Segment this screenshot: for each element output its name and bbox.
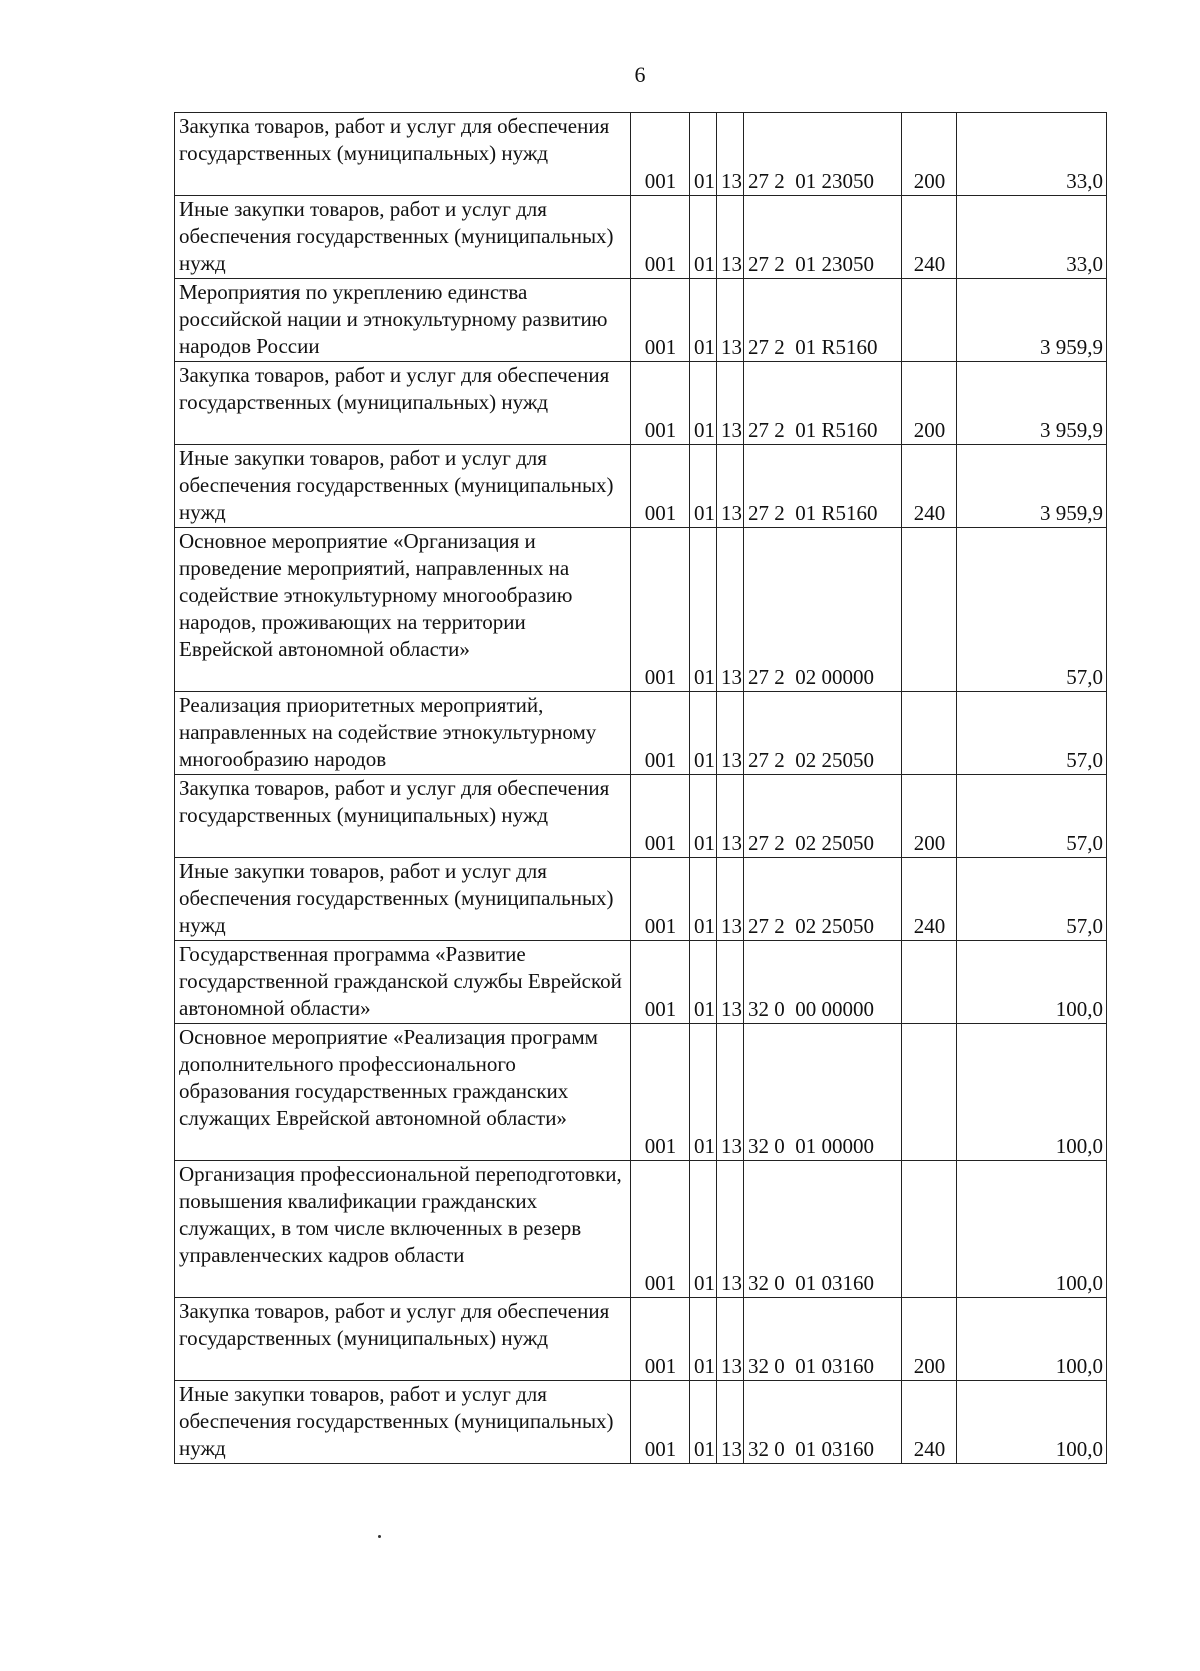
- table-row: [175, 692, 1107, 775]
- expense-type-cell: [902, 1161, 957, 1298]
- table-row: [175, 445, 1107, 528]
- amount-cell: 3 959,9: [957, 362, 1107, 445]
- amount-cell: 33,0: [957, 196, 1107, 279]
- target-article-cell: 32 0 01 03160: [744, 1381, 902, 1464]
- ministry-code-cell: 001: [631, 858, 690, 941]
- target-article-cell: 27 2 01 R5160: [744, 445, 902, 528]
- row-name-cell: Основное мероприятие «Организация и проведение мероприятий, направленных на содействие этнокультурному многообразию народов, проживающих на территории Еврейской автономной области»: [175, 528, 631, 692]
- ministry-code-cell: 001: [631, 279, 690, 362]
- row-name-cell: Иные закупки товаров, работ и услуг для обеспечения государственных (муниципальных) нужд: [175, 1381, 631, 1464]
- scan-speck: [378, 1535, 381, 1538]
- budget-table: [174, 112, 1107, 1464]
- subsection-code-cell: 13: [717, 941, 744, 1024]
- section-code-cell: 01: [690, 858, 717, 941]
- expense-type-cell: 200: [902, 113, 957, 196]
- table-row: [175, 113, 1107, 196]
- row-name-cell: Закупка товаров, работ и услуг для обеспечения государственных (муниципальных) нужд: [175, 775, 631, 858]
- ministry-code-cell: 001: [631, 362, 690, 445]
- section-code-cell: 01: [690, 196, 717, 279]
- section-code-cell: 01: [690, 279, 717, 362]
- expense-type-cell: 240: [902, 1381, 957, 1464]
- expense-type-cell: [902, 692, 957, 775]
- subsection-code-cell: 13: [717, 113, 744, 196]
- target-article-cell: 27 2 01 23050: [744, 113, 902, 196]
- section-code-cell: 01: [690, 113, 717, 196]
- section-code-cell: 01: [690, 775, 717, 858]
- amount-cell: 57,0: [957, 692, 1107, 775]
- target-article-cell: 27 2 02 25050: [744, 858, 902, 941]
- row-name-cell: Мероприятия по укреплению единства российской нации и этнокультурному развитию народов России: [175, 279, 631, 362]
- table-row: [175, 279, 1107, 362]
- ministry-code-cell: 001: [631, 941, 690, 1024]
- subsection-code-cell: 13: [717, 1381, 744, 1464]
- expense-type-cell: [902, 279, 957, 362]
- table-row: [175, 1381, 1107, 1464]
- table-body: [175, 113, 1107, 1464]
- section-code-cell: 01: [690, 1024, 717, 1161]
- table-row: [175, 1024, 1107, 1161]
- table-row: [175, 941, 1107, 1024]
- target-article-cell: 27 2 01 R5160: [744, 279, 902, 362]
- subsection-code-cell: 13: [717, 196, 744, 279]
- ministry-code-cell: 001: [631, 1381, 690, 1464]
- section-code-cell: 01: [690, 445, 717, 528]
- target-article-cell: 27 2 02 25050: [744, 692, 902, 775]
- table-row: [175, 1298, 1107, 1381]
- target-article-cell: 32 0 01 03160: [744, 1298, 902, 1381]
- section-code-cell: 01: [690, 528, 717, 692]
- ministry-code-cell: 001: [631, 113, 690, 196]
- amount-cell: 100,0: [957, 1161, 1107, 1298]
- table-row: [175, 775, 1107, 858]
- subsection-code-cell: 13: [717, 445, 744, 528]
- table-row: [175, 196, 1107, 279]
- expense-type-cell: 200: [902, 1298, 957, 1381]
- expense-type-cell: [902, 941, 957, 1024]
- section-code-cell: 01: [690, 1381, 717, 1464]
- row-name-cell: Государственная программа «Развитие государственной гражданской службы Еврейской автономной области»: [175, 941, 631, 1024]
- subsection-code-cell: 13: [717, 1161, 744, 1298]
- ministry-code-cell: 001: [631, 692, 690, 775]
- ministry-code-cell: 001: [631, 1298, 690, 1381]
- page-number: 6: [634, 62, 646, 87]
- expense-type-cell: 240: [902, 196, 957, 279]
- ministry-code-cell: 001: [631, 528, 690, 692]
- subsection-code-cell: 13: [717, 1024, 744, 1161]
- target-article-cell: 27 2 01 23050: [744, 196, 902, 279]
- subsection-code-cell: 13: [717, 692, 744, 775]
- expense-type-cell: 200: [902, 775, 957, 858]
- table-row: [175, 1161, 1107, 1298]
- subsection-code-cell: 13: [717, 362, 744, 445]
- amount-cell: 3 959,9: [957, 445, 1107, 528]
- target-article-cell: 27 2 02 25050: [744, 775, 902, 858]
- amount-cell: 100,0: [957, 941, 1107, 1024]
- subsection-code-cell: 13: [717, 775, 744, 858]
- section-code-cell: 01: [690, 1161, 717, 1298]
- row-name-cell: Закупка товаров, работ и услуг для обеспечения государственных (муниципальных) нужд: [175, 1298, 631, 1381]
- section-code-cell: 01: [690, 362, 717, 445]
- expense-type-cell: [902, 1024, 957, 1161]
- table-row: [175, 528, 1107, 692]
- row-name-cell: Основное мероприятие «Реализация программ дополнительного профессионального образования государственных гражданских служащих Еврейской автономной области»: [175, 1024, 631, 1161]
- table-row: [175, 858, 1107, 941]
- ministry-code-cell: 001: [631, 196, 690, 279]
- target-article-cell: 32 0 00 00000: [744, 941, 902, 1024]
- section-code-cell: 01: [690, 692, 717, 775]
- expense-type-cell: [902, 528, 957, 692]
- row-name-cell: Закупка товаров, работ и услуг для обеспечения государственных (муниципальных) нужд: [175, 362, 631, 445]
- table-row: [175, 362, 1107, 445]
- amount-cell: 57,0: [957, 858, 1107, 941]
- expense-type-cell: 240: [902, 858, 957, 941]
- row-name-cell: Закупка товаров, работ и услуг для обеспечения государственных (муниципальных) нужд: [175, 113, 631, 196]
- row-name-cell: Реализация приоритетных мероприятий, направленных на содействие этнокультурному многообразию народов: [175, 692, 631, 775]
- section-code-cell: 01: [690, 1298, 717, 1381]
- expense-type-cell: 200: [902, 362, 957, 445]
- target-article-cell: 27 2 01 R5160: [744, 362, 902, 445]
- row-name-cell: Иные закупки товаров, работ и услуг для обеспечения государственных (муниципальных) нужд: [175, 858, 631, 941]
- ministry-code-cell: 001: [631, 445, 690, 528]
- target-article-cell: 32 0 01 03160: [744, 1161, 902, 1298]
- amount-cell: 100,0: [957, 1381, 1107, 1464]
- amount-cell: 3 959,9: [957, 279, 1107, 362]
- subsection-code-cell: 13: [717, 1298, 744, 1381]
- amount-cell: 33,0: [957, 113, 1107, 196]
- amount-cell: 57,0: [957, 775, 1107, 858]
- subsection-code-cell: 13: [717, 858, 744, 941]
- amount-cell: 100,0: [957, 1298, 1107, 1381]
- row-name-cell: Организация профессиональной переподготовки, повышения квалификации гражданских служащих, в том числе включенных в резерв управленческих кадров области: [175, 1161, 631, 1298]
- ministry-code-cell: 001: [631, 1024, 690, 1161]
- target-article-cell: 32 0 01 00000: [744, 1024, 902, 1161]
- amount-cell: 100,0: [957, 1024, 1107, 1161]
- amount-cell: 57,0: [957, 528, 1107, 692]
- ministry-code-cell: 001: [631, 775, 690, 858]
- row-name-cell: Иные закупки товаров, работ и услуг для обеспечения государственных (муниципальных) нужд: [175, 196, 631, 279]
- ministry-code-cell: 001: [631, 1161, 690, 1298]
- subsection-code-cell: 13: [717, 279, 744, 362]
- subsection-code-cell: 13: [717, 528, 744, 692]
- target-article-cell: 27 2 02 00000: [744, 528, 902, 692]
- row-name-cell: Иные закупки товаров, работ и услуг для обеспечения государственных (муниципальных) нужд: [175, 445, 631, 528]
- section-code-cell: 01: [690, 941, 717, 1024]
- expense-type-cell: 240: [902, 445, 957, 528]
